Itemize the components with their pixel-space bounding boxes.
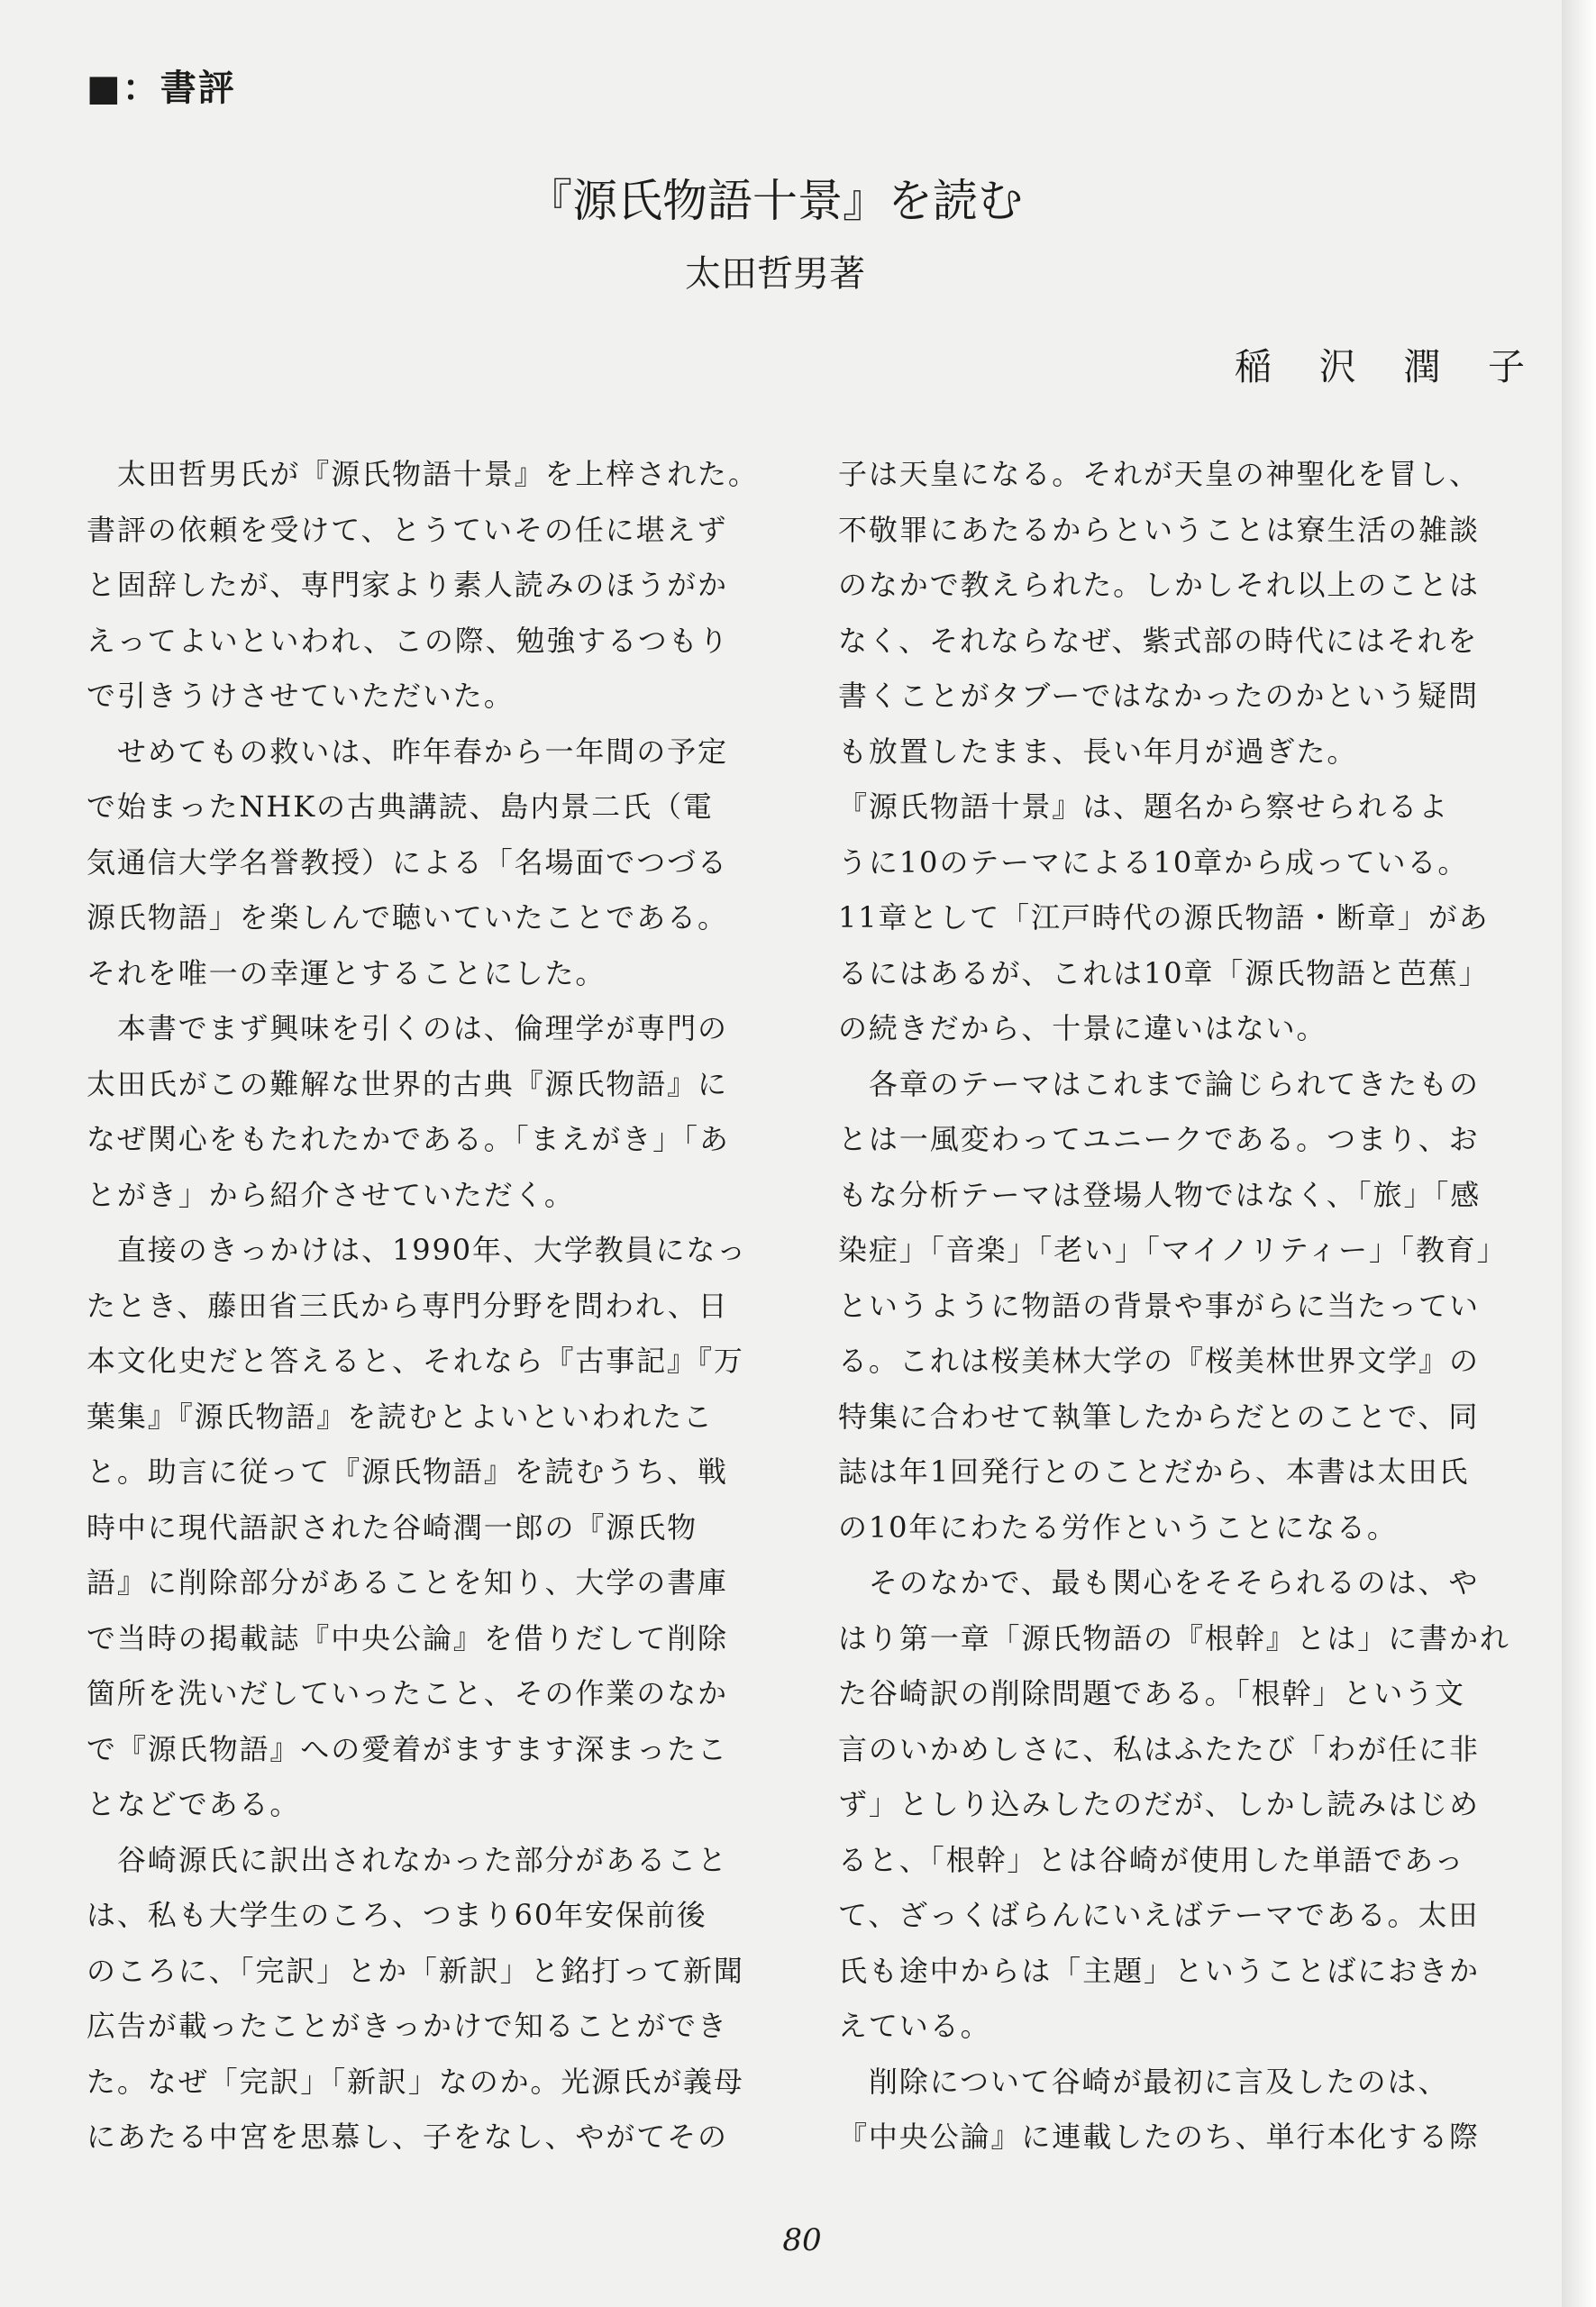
text-line: 『源氏物語十景』は、題名から察せられるよ: [838, 789, 1450, 824]
text-line: とがき」から紹介させていただく。: [87, 1177, 575, 1212]
text-line: 本書でまず興味を引くのは、倫理学が専門の: [87, 1011, 728, 1045]
text-line: とは一風変わってユニークである。つまり、お: [838, 1122, 1480, 1156]
text-line: 本文化史だと答えると、それなら『古事記』『万: [87, 1344, 744, 1378]
text-line: は、私も大学生のころ、つまり60年安保前後: [87, 1898, 707, 1932]
text-line: 葉集』『源氏物語』を読むとよいといわれたこ: [87, 1399, 714, 1434]
text-line: 谷崎源氏に訳出されなかった部分があること: [87, 1842, 728, 1877]
reviewer-char: 稲: [1235, 345, 1272, 388]
text-line: もな分析テーマは登場人物ではなく、「旅」「感: [838, 1177, 1482, 1212]
text-line: せめてもの救いは、昨年春から一年間の予定: [87, 734, 728, 769]
text-line: なぜ関心をもたれたかである。「まえがき」「あ: [87, 1122, 730, 1156]
text-line: えってよいといわれ、この際、勉強するつもり: [87, 623, 730, 658]
text-line: となどである。: [87, 1787, 301, 1821]
text-line: で始まったNHKの古典講読、島内景二氏（電: [87, 789, 714, 824]
text-line: 11章として「江戸時代の源氏物語・断章」があ: [838, 900, 1490, 935]
text-line: た。なぜ「完訳」「新訳」なのか。光源氏が義母: [87, 2064, 744, 2099]
text-line: 言のいかめしさに、私はふたたび「わが任に非: [838, 1731, 1480, 1766]
text-line: で『源氏物語』への愛着がますます深まったこ: [87, 1731, 728, 1766]
reviewer-char: 子: [1487, 345, 1525, 388]
text-line: 削除について谷崎が最初に言及したのは、: [838, 2064, 1449, 2099]
text-line: も放置したまま、長い年月が過ぎた。: [838, 734, 1358, 769]
text-line: ると、「根幹」とは谷崎が使用した単語であっ: [838, 1842, 1465, 1877]
text-line: のなかで教えられた。しかしそれ以上のことは: [838, 568, 1480, 602]
text-line: 源氏物語」を楽しんで聴いていたことである。: [87, 900, 728, 935]
page-number: 80: [782, 2222, 822, 2258]
text-line: 誌は年1回発行とのことだから、本書は太田氏: [838, 1454, 1470, 1489]
text-line: て、ざっくばらんにいえばテーマである。太田: [838, 1898, 1480, 1932]
text-line: と。助言に従って『源氏物語』を読むうち、戦: [87, 1454, 728, 1489]
text-line: のころに、「完訳」とか「新訳」と銘打って新聞: [87, 1953, 744, 1988]
text-line: で引きうけさせていただいた。: [87, 679, 515, 713]
reviewer-char: 沢: [1318, 345, 1356, 388]
text-line: 広告が載ったことがきっかけで知ることができ: [87, 2009, 728, 2043]
reviewer-name: [1235, 341, 1525, 393]
text-line: 時中に現代語訳された谷崎潤一郎の『源氏物: [87, 1509, 698, 1545]
page-edge-shadow: [1562, 0, 1596, 2307]
text-line: なく、それならなぜ、紫式部の時代にはそれを: [838, 623, 1479, 658]
reviewer-char: 潤: [1403, 345, 1441, 388]
text-line: 書くことがタブーではなかったのかという疑問: [838, 679, 1479, 713]
article-title: 『源氏物語十景』を読む: [527, 175, 1023, 227]
text-line: 不敬罪にあたるからということは寮生活の雑談: [838, 512, 1480, 547]
text-line: で当時の掲載誌『中央公論』を借りだして削除: [87, 1620, 728, 1655]
text-line: 語』に削除部分があることを知り、大学の書庫: [87, 1565, 728, 1600]
text-line: ず」としり込みしたのだが、しかし読みはじめ: [838, 1787, 1480, 1821]
text-line: 各章のテーマはこれまで論じられてきたもの: [838, 1066, 1480, 1101]
text-line: の続きだから、十景に違いはない。: [838, 1011, 1327, 1045]
text-line: 『中央公論』に連載したのち、単行本化する際: [838, 2120, 1480, 2154]
text-line: 直接のきっかけは、1990年、大学教員になっ: [87, 1233, 748, 1267]
text-line: たとき、藤田省三氏から専門分野を問われ、日: [87, 1288, 729, 1323]
section-label: ■：書評: [87, 68, 236, 109]
text-line: それを唯一の幸運とすることにした。: [87, 955, 606, 990]
text-line: 箇所を洗いだしていったこと、その作業のなか: [87, 1676, 728, 1710]
text-line: 太田哲男氏が『源氏物語十景』を上梓された。: [87, 457, 759, 491]
text-line: 子は天皇になる。それが天皇の神聖化を冒し、: [838, 457, 1480, 491]
text-line: るにはあるが、これは10章「源氏物語と芭蕉」: [838, 955, 1490, 990]
text-line: た谷崎訳の削除問題である。「根幹」という文: [838, 1676, 1465, 1710]
text-line: 気通信大学名誉教授）による「名場面でつづる: [87, 844, 728, 880]
text-line: にあたる中宮を思慕し、子をなし、やがてその: [87, 2120, 728, 2154]
text-line: 書評の依頼を受けて、とうていその任に堪えず: [87, 512, 728, 547]
text-line: る。これは桜美林大学の『桜美林世界文学』の: [838, 1344, 1480, 1378]
text-line: えている。: [838, 2009, 991, 2043]
body-column-left: [87, 447, 771, 2166]
text-line: そのなかで、最も関心をそそられるのは、や: [838, 1565, 1480, 1600]
body-column-right: [838, 447, 1523, 2166]
book-author: 太田哲男著: [685, 253, 865, 295]
text-line: と固辞したが、専門家より素人読みのほうがか: [87, 568, 728, 602]
text-line: 特集に合わせて執筆したからだとのことで、同: [838, 1399, 1480, 1434]
text-line: はり第一章「源氏物語の『根幹』とは」に書かれ: [838, 1620, 1510, 1655]
text-line: 氏も途中からは「主題」ということばにおきか: [838, 1953, 1480, 1988]
text-line: の10年にわたる労作ということになる。: [838, 1509, 1398, 1545]
text-line: というように物語の背景や事がらに当たってい: [838, 1288, 1480, 1323]
text-line: 染症」「音楽」「老い」「マイノリティー」「教育」: [838, 1233, 1508, 1267]
text-line: うに10のテーマによる10章から成っている。: [838, 844, 1469, 880]
text-line: 太田氏がこの難解な世界的古典『源氏物語』に: [87, 1066, 728, 1101]
